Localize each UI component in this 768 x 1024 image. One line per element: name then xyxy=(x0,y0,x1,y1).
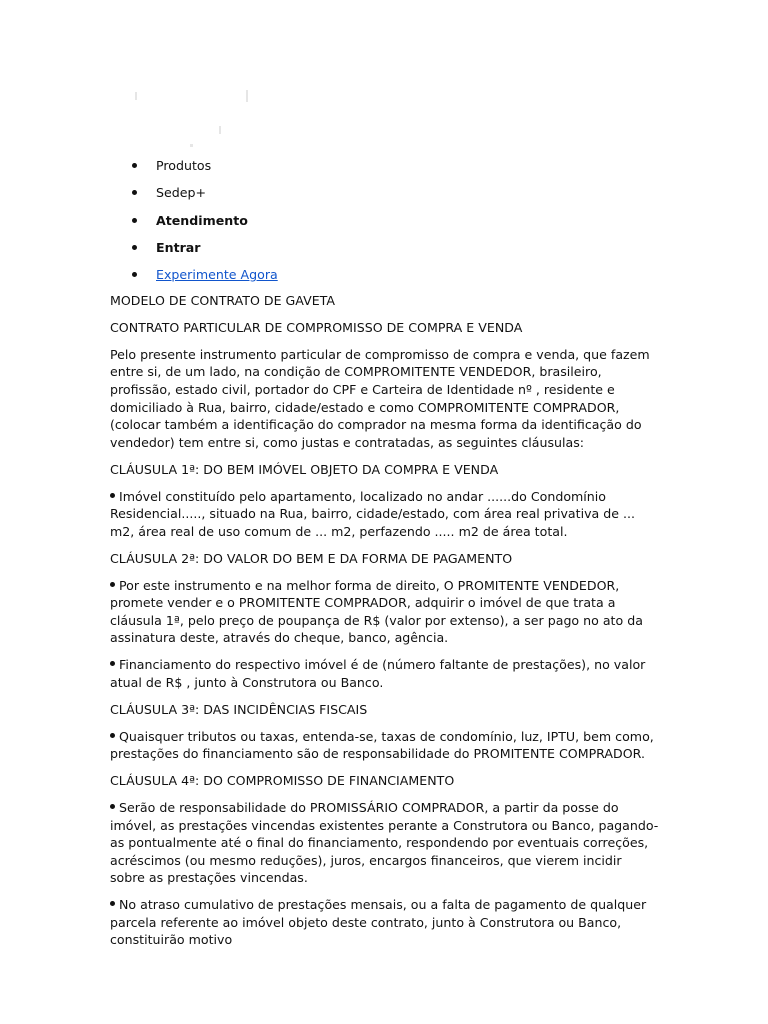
faint-mark xyxy=(246,90,248,102)
clause-text: Quaisquer tributos ou taxas, entenda-se, taxas de condomínio, luz, IPTU, bem como, prestações do financiamento são de responsabilidade do PROMITENTE COMPRADOR. xyxy=(110,728,654,762)
clause-2-heading: CLÁUSULA 2ª: DO VALOR DO BEM E DA FORMA DE PAGAMENTO xyxy=(110,550,513,566)
experimente-agora-link[interactable]: Experimente Agora xyxy=(156,267,278,283)
intro-paragraph: Pelo presente instrumento particular de compromisso de compra e venda, que fazem entre si, de um lado, na condição de COMPROMITENTE VENDEDOR, brasileiro, profissão, estado civil, portador do CPF e Carteira de Identidade nº , residente e domiciliado à Rua, bairro, cidade/estado e como COMPROMITENTE COMPRADOR, (colocar também a identificação do comprador na mesma forma da identificação do vendedor) tem entre si, como justas e contratadas, as seguintes cláusulas: xyxy=(110,346,650,450)
nav-item-atendimento[interactable] xyxy=(132,211,278,238)
bullet-icon xyxy=(132,245,137,250)
nav-item-label: Entrar xyxy=(156,239,201,255)
faint-mark xyxy=(219,126,221,134)
bullet-icon xyxy=(132,272,137,277)
faint-mark xyxy=(135,92,137,100)
contract-body xyxy=(110,292,660,958)
clause-1-heading: CLÁUSULA 1ª: DO BEM IMÓVEL OBJETO DA COMPRA E VENDA xyxy=(110,461,499,477)
nav-item-label: Atendimento xyxy=(156,212,248,228)
clause-text: No atraso cumulativo de prestações mensais, ou a falta de pagamento de qualquer parcela referente ao imóvel objeto deste contrato, junto à Construtora ou Banco, constituirão motivo xyxy=(110,897,647,948)
bullet-icon xyxy=(132,190,137,195)
clause-4-item xyxy=(110,896,660,949)
clause-text: Por este instrumento e na melhor forma de direito, O PROMITENTE VENDEDOR, promete vender e o PROMITENTE COMPRADOR, adquirir o imóvel de que trata a cláusula 1ª, pelo preço de poupança de R$ (valor por extenso), a ser pago no ato da assinatura deste, através do cheque, banco, agência. xyxy=(110,577,643,646)
nav-item-produtos[interactable] xyxy=(132,156,278,183)
faint-mark xyxy=(190,144,193,147)
clause-text: Serão de responsabilidade do PROMISSÁRIO COMPRADOR, a partir da posse do imóvel, as prestações vincendas existentes perante a Construtora ou Banco, pagando-as pontualmente até o final do financiamento, respondendo por eventuais correções, acréscimos (ou mesmo reduções), juros, encargos financeiros, que vierem incidir sobre as prestações vincendas. xyxy=(110,799,659,886)
clause-4-heading: CLÁUSULA 4ª: DO COMPROMISSO DE FINANCIAMENTO xyxy=(110,773,455,789)
clause-2-item xyxy=(110,656,660,691)
clause-2-item xyxy=(110,577,660,647)
bullet-icon xyxy=(110,804,115,809)
bullet-icon xyxy=(110,661,115,666)
bullet-icon xyxy=(132,163,137,168)
nav-item-experimente xyxy=(132,265,278,292)
nav-item-label: Sedep+ xyxy=(156,185,207,201)
nav-item-entrar[interactable] xyxy=(132,238,278,265)
bullet-icon xyxy=(110,901,115,906)
site-nav-list xyxy=(132,156,278,292)
bullet-icon xyxy=(132,218,137,223)
nav-item-sedep[interactable] xyxy=(132,183,278,210)
clause-3-item xyxy=(110,728,660,763)
clause-1-item xyxy=(110,488,660,541)
clause-3-heading: CLÁUSULA 3ª: DAS INCIDÊNCIAS FISCAIS xyxy=(110,701,368,717)
clause-text: Financiamento do respectivo imóvel é de (número faltante de prestações), no valor atual de R$ , junto à Construtora ou Banco. xyxy=(110,657,646,690)
document-subtitle: CONTRATO PARTICULAR DE COMPROMISSO DE COMPRA E VENDA xyxy=(110,319,523,335)
bullet-icon xyxy=(110,733,115,738)
clause-4-item xyxy=(110,799,660,887)
document-title: MODELO DE CONTRATO DE GAVETA xyxy=(110,293,336,308)
nav-item-label: Produtos xyxy=(156,158,212,173)
clause-text: Imóvel constituído pelo apartamento, localizado no andar ......do Condomínio Residencial....., situado na Rua, bairro, cidade/estado, com área real privativa de ... m2, área real de uso comum de ... m2, perfazendo ..... m2 de área total. xyxy=(110,488,636,539)
bullet-icon xyxy=(110,493,115,498)
bullet-icon xyxy=(110,582,115,587)
